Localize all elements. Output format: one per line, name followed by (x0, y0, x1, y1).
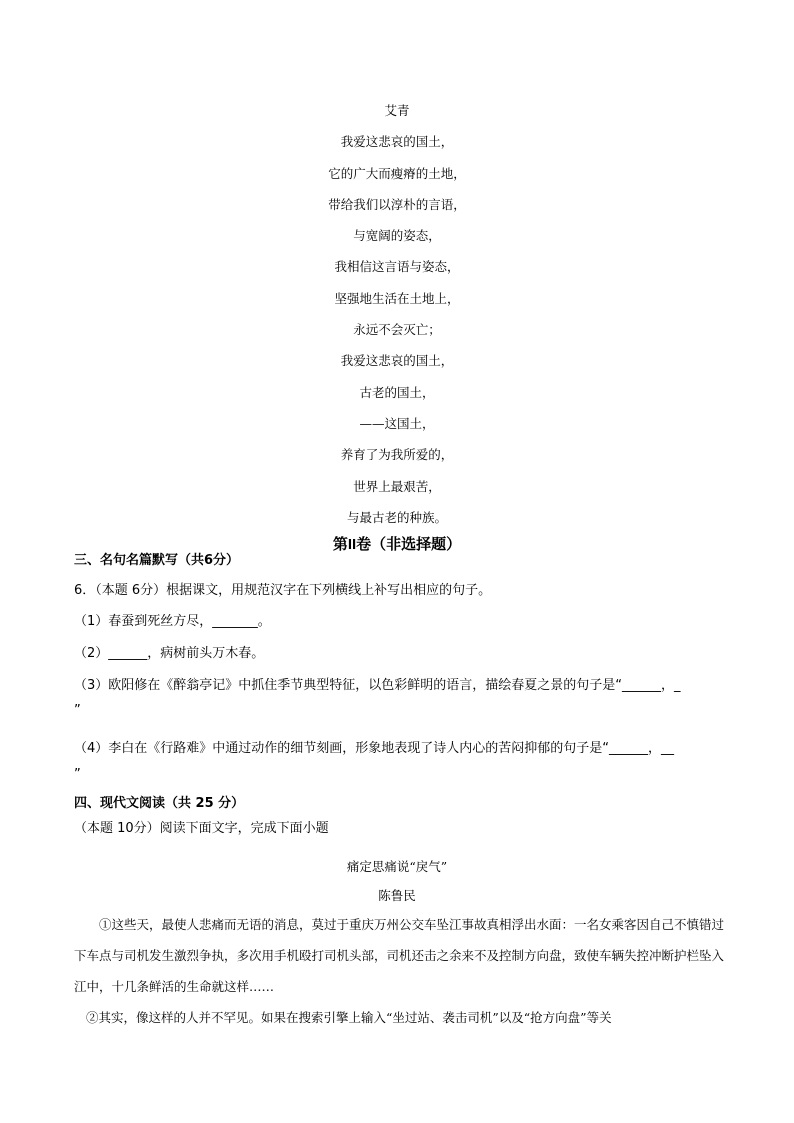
article-paragraph: ②其实，像这样的人并不罕见。如果在搜索引擎上输入“坐过站、袭击司机”以及“抢方向盘”等关 (86, 1010, 612, 1025)
reading-intro: （本题 10分）阅读下面文字，完成下面小题 (74, 821, 329, 836)
poem-line: 我相信这言语与姿态， (334, 259, 460, 275)
question-item-continuation: ” (74, 703, 81, 718)
poem-line: 古老的国土， (359, 384, 435, 400)
poem-line: 世界上最艰苦， (353, 478, 441, 494)
poem-line: 它的广大而瘦瘠的土地， (328, 165, 466, 181)
question-item: （4）李白在《行路难》中通过动作的细节刻画，形象地表现了诗人内心的苦闷抑郁的句子是“______，__ (74, 741, 675, 756)
article-title: 痛定思痛说“戾气” (346, 859, 448, 874)
section-heading: 三、名句名篇默写（共6分） (74, 553, 240, 568)
poem-line: 我爱这悲哀的国土， (340, 134, 454, 150)
article-author: 陈鲁民 (378, 888, 416, 903)
poem-line: ——这国土， (359, 415, 435, 431)
poem-author: 艾青 (384, 103, 410, 118)
article-paragraph: ①这些天，最使人悲痛而无语的消息，莫过于重庆万州公交车坠江事故真相浮出水面：一名女乘客因自己不慎错过下车点与司机发生激烈争执，多次用手机殴打司机头部，司机还击之余来不及控制方向盘，致使车辆失控冲断护栏坠入江中，十几条鲜活的生命就这样…… (74, 917, 725, 994)
question-item: （2）______，病树前头万木春。 (74, 646, 265, 661)
poem-line: 与最古老的种族。 (346, 509, 447, 525)
poem (0, 101, 794, 539)
question-item-continuation: ” (74, 767, 81, 782)
poem-line: 我爱这悲哀的国土， (340, 353, 454, 369)
question-item: （3）欧阳修在《醉翁亭记》中抓住季节典型特征，以色彩鲜明的语言，描绘春夏之景的句子是“______，_ (74, 678, 681, 693)
poem-line: 永远不会灭亡； (353, 322, 441, 338)
volume-title: 第II卷（非选择题） (332, 536, 462, 553)
question-item: （1）春蚕到死丝方尽，_______。 (74, 614, 271, 629)
poem-line: 与宽阔的姿态， (353, 228, 441, 244)
question-6: 6．（本题 6分）根据课文，用规范汉字在下列横线上补写出相应的句子。 (74, 583, 492, 598)
poem-line: 坚强地生活在土地上， (334, 290, 460, 306)
section-heading: 四、现代文阅读（共 25 分） (74, 796, 245, 811)
poem-line: 带给我们以淳朴的言语， (328, 196, 466, 212)
poem-line: 养育了为我所爱的， (340, 447, 454, 463)
